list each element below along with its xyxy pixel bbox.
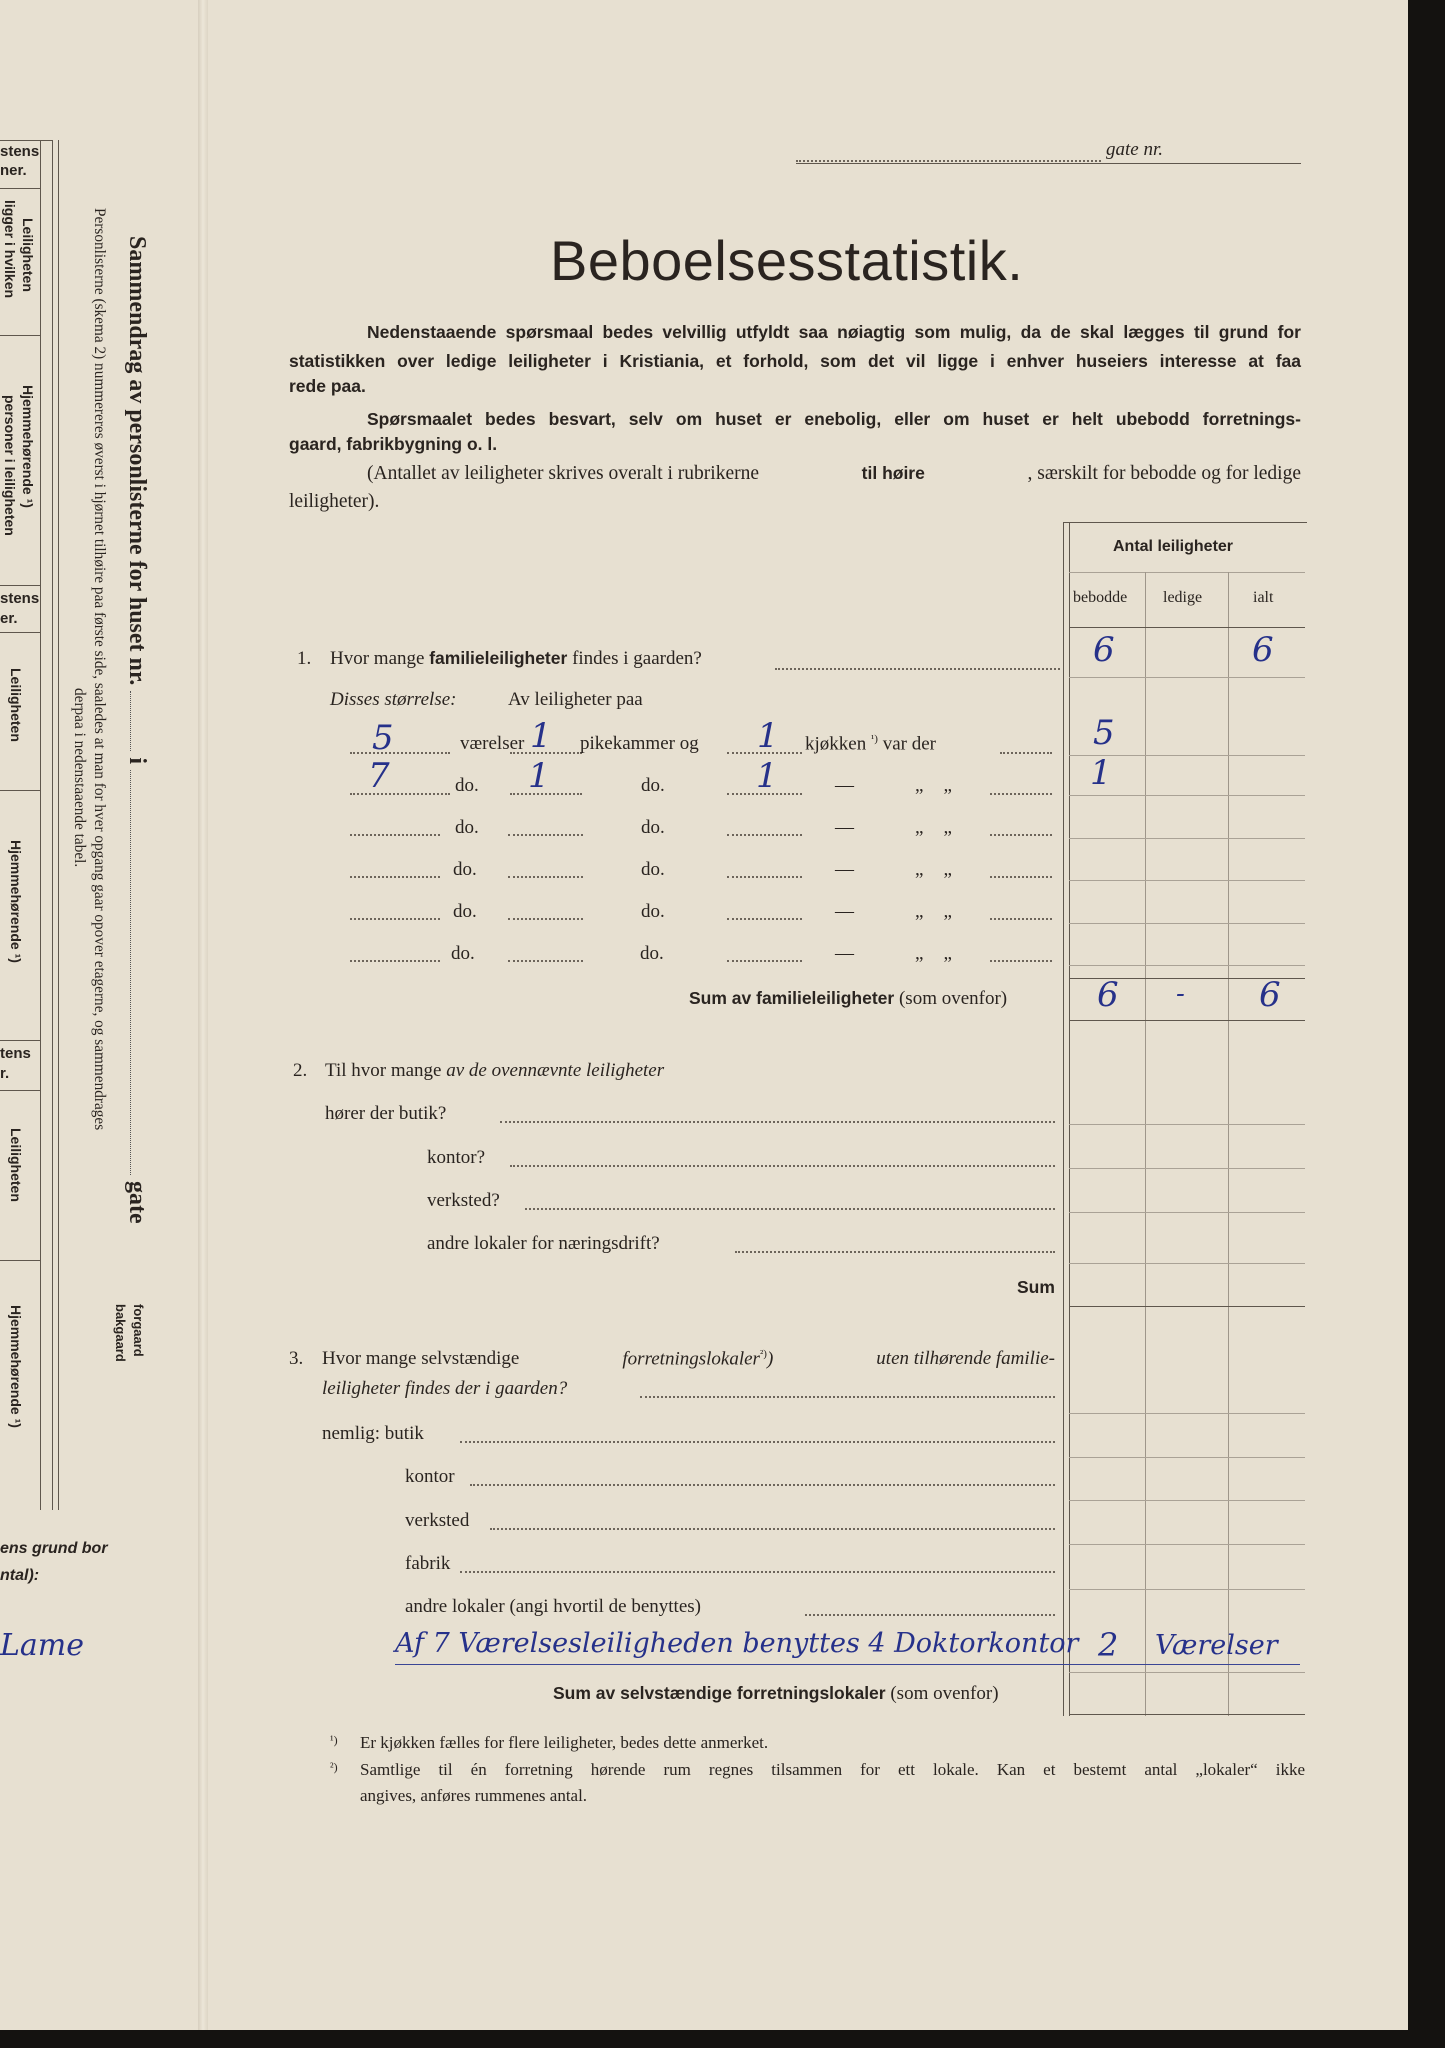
q2-andre: andre lokaler for næringsdrift? xyxy=(427,1233,660,1254)
footnote-2-mark: ²) xyxy=(330,1760,338,1774)
q3-verksted: verksted xyxy=(405,1510,470,1531)
table-row-rule xyxy=(1069,795,1305,796)
intro-p3-l2: leiligheter). xyxy=(289,491,380,512)
table-sum-bottom xyxy=(1069,1020,1305,1021)
q1-post: findes i gaarden? xyxy=(572,648,702,669)
margin-instructions-1: Personlisterne (skema 2) nummereres øverst i hjørnet tilhøire paa første side, saaledes at man for hver opgang gaar opover etagerne, og sammendrages xyxy=(91,208,108,1131)
table-bottom-rule xyxy=(1069,1714,1305,1715)
intro-p3-l1 xyxy=(367,463,1301,485)
quote-mark: „ xyxy=(915,817,944,838)
quote-mark: „ xyxy=(915,901,944,922)
size-row-vaerelser-line xyxy=(350,793,450,795)
margin-table-line xyxy=(0,632,40,633)
q3-sum-bold: Sum av selvstændige forretningslokaler xyxy=(553,1683,886,1703)
table-col-ialt: ialt xyxy=(1253,589,1274,606)
margin-title-text: Sammendrag av personlisterne for huset nr. xyxy=(124,236,150,686)
size-row-kjokken[interactable]: 1 xyxy=(756,756,778,796)
q3-note: ²) xyxy=(759,1348,767,1360)
q1-sum-ledige[interactable]: - xyxy=(1176,979,1185,1009)
q2-pre: Til hvor mange xyxy=(325,1060,442,1081)
size-row-bebodde[interactable]: 5 xyxy=(1093,713,1115,753)
q2-butik: hører der butik? xyxy=(325,1103,447,1124)
table-sum-rule xyxy=(1069,1306,1305,1307)
size-row-blank-line xyxy=(350,876,440,878)
size-row-blank-line xyxy=(727,918,802,920)
q1-sum-bebodde[interactable]: 6 xyxy=(1097,975,1119,1015)
margin-table-line xyxy=(0,790,40,791)
table-header-rule xyxy=(1069,572,1305,573)
margin-col-er: r. xyxy=(0,1065,10,1082)
q2-kontor-dots xyxy=(510,1165,1055,1167)
intro-p1-l2: statistikken over ledige leiligheter i Kristiania, et forhold, som det vil ligge i enhver huseiers interesse at faa xyxy=(289,351,1301,371)
margin-table-line xyxy=(0,1040,40,1041)
table-row-rule xyxy=(1069,838,1305,839)
q1-sum-post: (som ovenfor) xyxy=(898,988,1008,1009)
size-row-dash: — xyxy=(835,817,854,838)
size-row-blank-line xyxy=(508,876,583,878)
size-row-do: do. xyxy=(453,859,477,880)
margin-col-hjemmehorende: Hjemmehørende ¹) xyxy=(8,840,24,963)
q3-text xyxy=(322,1348,1055,1370)
footnote-1: Er kjøkken fælles for flere leiligheter, bedes dette anmerket. xyxy=(360,1733,769,1752)
margin-signature: Lame xyxy=(0,1628,85,1663)
table-row-rule xyxy=(1069,923,1305,924)
q3-sum-post: (som ovenfor) xyxy=(890,1683,999,1704)
margin-col-hjemmehorende: Hjemmehørende ¹) xyxy=(20,385,36,508)
kjokken-note: ¹) xyxy=(870,733,878,745)
margin-rule xyxy=(40,140,41,1510)
margin-table-line xyxy=(0,188,40,189)
q1-sum xyxy=(689,988,1007,1010)
intro-p3-pre: (Antallet av leiligheter skrives overalt i rubrikerne xyxy=(367,463,760,484)
table-row-rule xyxy=(1069,1500,1305,1501)
size-row-blank-line xyxy=(350,834,440,836)
size-row-dots xyxy=(990,834,1052,836)
q1-sum-bold: Sum av familieleiligheter xyxy=(689,988,895,1008)
size-row-do: do. xyxy=(455,775,479,796)
table-left-rule-inner xyxy=(1069,522,1070,1716)
table-row-rule xyxy=(1069,1168,1305,1169)
size-row-do: do. xyxy=(641,775,665,796)
quote-mark: „ xyxy=(915,943,944,964)
margin-col-hjemmehorende: Hjemmehørende ¹) xyxy=(8,1305,24,1428)
table-row-rule xyxy=(1069,965,1305,966)
q1-sizes-intro: Av leiligheter paa xyxy=(508,689,643,710)
gate-nr-label: gate nr. xyxy=(1106,139,1163,160)
size-row-quotes xyxy=(915,817,972,839)
q3-ital1: forretningslokaler$^{^2)}$) xyxy=(622,1348,774,1370)
q3-pre: Hvor mange selvstændige xyxy=(322,1348,520,1369)
size-row-dash: — xyxy=(835,901,854,922)
intro-p1-l3: rede paa. xyxy=(289,376,366,396)
q3-butik-dots xyxy=(460,1441,1055,1443)
q1-sum-ialt[interactable]: 6 xyxy=(1259,975,1281,1015)
margin-antal: ntal): xyxy=(0,1567,40,1584)
quote-mark: „ xyxy=(943,859,972,880)
q3-number: 3. xyxy=(289,1348,304,1369)
intro-p1-l1: Nedenstaaende spørsmaal bedes velvillig utfyldt saa nøiagtig som mulig, da de skal lægges til grund for xyxy=(367,322,1301,342)
size-row-blank-line xyxy=(350,918,440,920)
table-row-rule xyxy=(1069,1124,1305,1125)
size-row-dash: — xyxy=(835,775,854,796)
size-row-dash: — xyxy=(835,859,854,880)
margin-instructions-2: derpaa i nedenstaaende tabel. xyxy=(71,688,88,868)
table-row-rule xyxy=(1069,1263,1305,1264)
quote-mark: „ xyxy=(943,901,972,922)
margin-col-leiligheten: Leiligheten xyxy=(20,218,36,292)
quote-mark: „ xyxy=(915,775,944,796)
size-row-quotes xyxy=(915,859,972,881)
table-row-rule xyxy=(1069,677,1305,678)
page-title: Beboelsesstatistik. xyxy=(550,229,1024,292)
size-row-blank-line xyxy=(508,960,583,962)
size-row-quotes xyxy=(915,943,972,965)
size-row-blank-line xyxy=(727,876,802,878)
footnote-1-mark: ¹) xyxy=(330,1733,338,1747)
margin-title-i: i xyxy=(124,757,150,765)
q2-verksted: verksted? xyxy=(427,1190,500,1211)
margin-table-line xyxy=(0,335,40,336)
q3-hand-underline xyxy=(395,1664,1300,1665)
size-row-vaerelser[interactable]: 7 xyxy=(368,756,390,796)
size-row-dash: — xyxy=(835,943,854,964)
margin-title xyxy=(123,236,150,1224)
margin-table-line xyxy=(0,585,40,586)
q3-andre-dots xyxy=(805,1614,1055,1616)
size-row-blank-line xyxy=(350,960,440,962)
margin-col-leiligheten-sub: ligger i hvilken xyxy=(2,200,18,299)
table-row-rule xyxy=(1069,1589,1305,1590)
q3-andre: andre lokaler (angi hvortil de benyttes) xyxy=(405,1596,701,1617)
size-row-do: do. xyxy=(641,859,665,880)
size-row-dots xyxy=(990,876,1052,878)
margin-col-hjemmehorende-sub: personer i leiligheten xyxy=(2,395,18,536)
q1-dots xyxy=(775,668,1060,670)
q3-kontor-dots xyxy=(470,1484,1055,1486)
intro-p3-post: , særskilt for bebodde og for ledige xyxy=(1027,463,1301,484)
q1-answer-ialt[interactable]: 6 xyxy=(1252,630,1274,670)
q3-verksted-dots xyxy=(490,1528,1055,1530)
margin-table-line xyxy=(0,140,52,141)
size-row-do: do. xyxy=(455,817,479,838)
q1-number: 1. xyxy=(297,648,312,669)
size-row-pikekammer[interactable]: 1 xyxy=(528,756,550,796)
size-row-dots xyxy=(990,918,1052,920)
q2-verksted-dots xyxy=(525,1208,1055,1210)
size-row-blank-line xyxy=(727,960,802,962)
var-der: var der xyxy=(882,733,936,755)
quote-mark: „ xyxy=(943,943,972,964)
size-row-kjokken-label xyxy=(805,733,936,755)
q2-number: 2. xyxy=(293,1060,308,1081)
footnote-2-l1: Samtlige til én forretning hørende rum regnes tilsammen for ett lokale. Kan et bestemt antal „lokaler“ ikke xyxy=(360,1760,1305,1779)
size-row-pike-label: pikekammer og xyxy=(580,733,699,754)
q1-sizes-label: Disses størrelse: xyxy=(330,689,457,710)
q3-handwritten-note[interactable]: Af 7 Værelsesleiligheden benyttes 4 Doktorkontor xyxy=(395,1628,1079,1659)
q3-butik: nemlig: butik xyxy=(322,1423,424,1444)
margin-col-er: er. xyxy=(0,610,18,627)
size-row-do: do. xyxy=(640,943,664,964)
quote-mark: „ xyxy=(915,859,944,880)
table-row-rule xyxy=(1069,1672,1305,1673)
margin-rule xyxy=(52,140,53,1510)
margin-col-leiligheten: Leiligheten xyxy=(8,1128,24,1202)
q2-text xyxy=(325,1060,664,1082)
table-left-rule xyxy=(1063,522,1064,1716)
q3-kontor: kontor xyxy=(405,1466,455,1487)
intro-p3-bold: til høire xyxy=(861,463,925,483)
q2-andre-dots xyxy=(735,1251,1055,1253)
size-row-dots xyxy=(990,960,1052,962)
table-header-bottom xyxy=(1069,627,1305,628)
q2-butik-dots xyxy=(500,1121,1055,1123)
table-title: Antal leiligheter xyxy=(1113,538,1234,555)
margin-col-stens: stens xyxy=(0,590,40,607)
margin-col-er: ner. xyxy=(0,162,27,179)
table-col-bebodde: bebodde xyxy=(1073,589,1128,606)
q3-hand-count[interactable]: 2 xyxy=(1098,1626,1119,1664)
footnote-2-l2: angives, anføres rummenes antal. xyxy=(360,1786,588,1805)
size-row-do: do. xyxy=(641,817,665,838)
q2-sum: Sum xyxy=(1017,1277,1055,1297)
margin-col-leiligheten: Leiligheten xyxy=(8,668,24,742)
size-row-dots xyxy=(1000,752,1052,754)
size-row-vaerelser[interactable]: 5 xyxy=(372,718,394,758)
size-row-blank-line xyxy=(508,834,583,836)
q3-ital2: uten tilhørende familie- xyxy=(876,1348,1055,1369)
size-row-quotes xyxy=(915,901,972,923)
size-row-do: do. xyxy=(453,901,477,922)
margin-title-gate: gate xyxy=(124,1181,150,1224)
kjokken-word: kjøkken xyxy=(805,733,867,755)
size-row-vaerelser-line xyxy=(350,752,450,754)
margin-rule xyxy=(58,140,59,1510)
table-row-rule xyxy=(1069,1544,1305,1545)
margin-col-stens: stens xyxy=(0,143,40,160)
q1-text xyxy=(330,648,702,670)
q3-sum xyxy=(553,1683,999,1705)
margin-forgaard: forgaard xyxy=(131,1304,146,1357)
size-row-pikekammer[interactable]: 1 xyxy=(530,716,552,756)
table-row-rule xyxy=(1069,880,1305,881)
quote-mark: „ xyxy=(943,817,972,838)
size-row-blank-line xyxy=(508,918,583,920)
intro-p2-l2: gaard, fabrikbygning o. l. xyxy=(289,434,498,454)
size-row-bebodde[interactable]: 1 xyxy=(1090,753,1112,793)
size-row-dots xyxy=(990,793,1052,795)
table-col-ledige: ledige xyxy=(1163,589,1203,606)
q2-kontor: kontor? xyxy=(427,1147,486,1168)
q2-ital: av de ovennævnte leiligheter xyxy=(446,1060,665,1081)
size-row-blank-line xyxy=(727,834,802,836)
page-fold xyxy=(198,0,208,2030)
q3-line2-dots xyxy=(640,1396,1055,1398)
table-row-rule xyxy=(1069,1413,1305,1414)
q1-answer-bebodde[interactable]: 6 xyxy=(1093,630,1115,670)
gate-nr-rule xyxy=(796,163,1301,164)
table-row-rule xyxy=(1069,1457,1305,1458)
table-row-rule xyxy=(1069,1212,1305,1213)
q3-fabrik: fabrik xyxy=(405,1553,451,1574)
size-row-quotes xyxy=(915,775,972,797)
q1-pre: Hvor mange xyxy=(330,648,425,669)
q3-line2: leiligheter findes der i gaarden? xyxy=(322,1378,568,1399)
q3-hand-unit[interactable]: Værelser xyxy=(1155,1630,1278,1661)
size-row-do: do. xyxy=(451,943,475,964)
size-row-vaerelser-label: værelser xyxy=(460,733,525,754)
gate-nr-line xyxy=(796,160,1101,162)
margin-col-stens: tens xyxy=(0,1045,31,1062)
intro-p2-l1: Spørsmaalet bedes besvart, selv om huset er enebolig, eller om huset er helt ubebodd forretnings- xyxy=(367,409,1301,429)
q3-fabrik-dots xyxy=(460,1571,1055,1573)
margin-bakgaard: bakgaard xyxy=(113,1304,128,1362)
table-top-rule xyxy=(1063,522,1307,523)
q1-bold: familieleiligheter xyxy=(429,648,568,668)
quote-mark: „ xyxy=(943,775,972,796)
size-row-kjokken[interactable]: 1 xyxy=(757,716,779,756)
size-row-do: do. xyxy=(641,901,665,922)
margin-grund: ens grund bor xyxy=(0,1540,108,1557)
q3-ital1-text: forretningslokaler xyxy=(622,1348,760,1370)
margin-table-line xyxy=(0,1260,40,1261)
margin-table-line xyxy=(0,1090,40,1091)
